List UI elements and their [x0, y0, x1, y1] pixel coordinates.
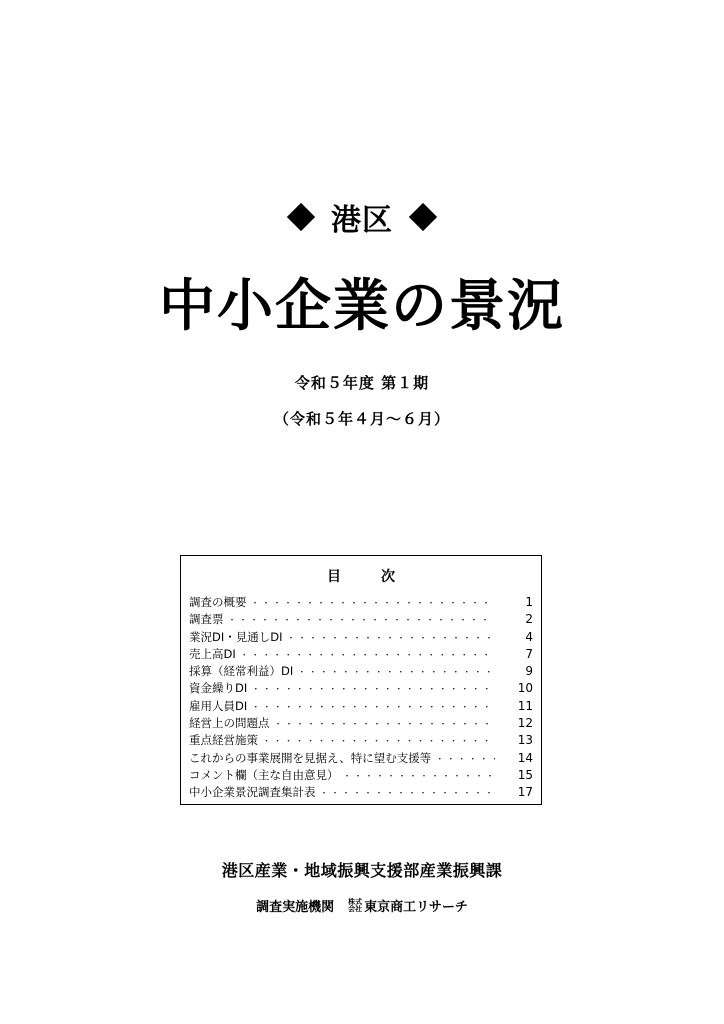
toc-item-label: 経営上の問題点 — [189, 716, 270, 731]
toc-item[interactable] — [189, 663, 533, 680]
toc-item-page: 12 — [517, 716, 533, 731]
toc-leader-dots — [274, 717, 496, 734]
company-type-top: 株式 — [348, 897, 363, 906]
toc-item-label: 調査の概要 — [189, 595, 247, 609]
region-name: 港区 — [331, 203, 393, 238]
toc-leader-dots — [251, 700, 495, 717]
toc-leader-dots — [343, 769, 496, 786]
toc-item-page: 9 — [525, 664, 533, 679]
toc-item[interactable] — [189, 629, 533, 646]
toc-item-page: 10 — [517, 681, 533, 696]
toc-item-page: 11 — [517, 698, 533, 713]
toc-item-label: 資金繰りDI — [189, 681, 248, 696]
toc-item[interactable] — [189, 715, 533, 732]
toc-item-label: コメント欄（主な自由意見） — [189, 767, 339, 782]
toc-leader-dots — [320, 786, 496, 803]
toc-heading: 目次 — [327, 569, 435, 585]
toc-list — [189, 594, 533, 802]
toc-leader-dots — [435, 752, 495, 769]
period-range: （令和５年４月～６月） — [273, 410, 450, 428]
company-type-bottom: 会社 — [348, 904, 363, 913]
toc-item[interactable] — [189, 646, 533, 663]
toc-item-label: これからの事業展開を見据え、特に望む支援等 — [189, 750, 432, 765]
toc-item-label: 売上高DI — [189, 646, 236, 661]
toc-item-label: 中小企業景況調査集計表 — [189, 785, 316, 800]
toc-item[interactable] — [189, 611, 533, 628]
toc-item-label: 採算（経常利益）DI — [189, 664, 294, 679]
department-name: 港区産業・地域振興支援部産業振興課 — [221, 861, 503, 880]
region-heading — [0, 195, 724, 239]
agency-name: 東京商工リサーチ — [364, 900, 468, 915]
toc-item[interactable] — [189, 680, 533, 697]
toc-item-label: 調査票 — [189, 612, 224, 627]
toc-item[interactable] — [189, 698, 533, 715]
fiscal-period: 令和５年度 第１期 — [294, 374, 430, 392]
agency-label: 調査実施機関 — [256, 900, 335, 915]
toc-leader-dots — [251, 682, 495, 699]
table-of-contents — [180, 555, 542, 805]
toc-item-page: 1 — [525, 595, 533, 609]
toc-item[interactable] — [189, 784, 533, 801]
toc-item[interactable] — [189, 767, 533, 784]
toc-item-label: 雇用人員DI — [189, 698, 248, 713]
toc-item[interactable] — [189, 594, 533, 611]
toc-item-page: 2 — [525, 612, 533, 627]
toc-leader-dots — [251, 596, 496, 613]
toc-item-page: 17 — [517, 785, 533, 800]
toc-leader-dots — [297, 665, 495, 682]
document-title: 中小企業の景況 — [159, 274, 565, 339]
toc-item-page: 7 — [525, 646, 533, 661]
toc-item-label: 重点経営施策 — [189, 733, 258, 748]
toc-leader-dots — [287, 631, 496, 648]
toc-item[interactable] — [189, 732, 533, 749]
company-type-mark — [348, 899, 362, 913]
toc-item-page: 13 — [517, 733, 533, 748]
diamond-right-icon — [409, 203, 437, 231]
toc-item-page: 15 — [517, 767, 533, 782]
toc-item[interactable] — [189, 750, 533, 767]
toc-item-label: 業況DI・見通しDI — [189, 629, 283, 644]
toc-item-page: 14 — [517, 750, 533, 765]
toc-item-page: 4 — [525, 629, 533, 644]
diamond-left-icon — [287, 203, 315, 231]
survey-agency — [0, 896, 724, 915]
